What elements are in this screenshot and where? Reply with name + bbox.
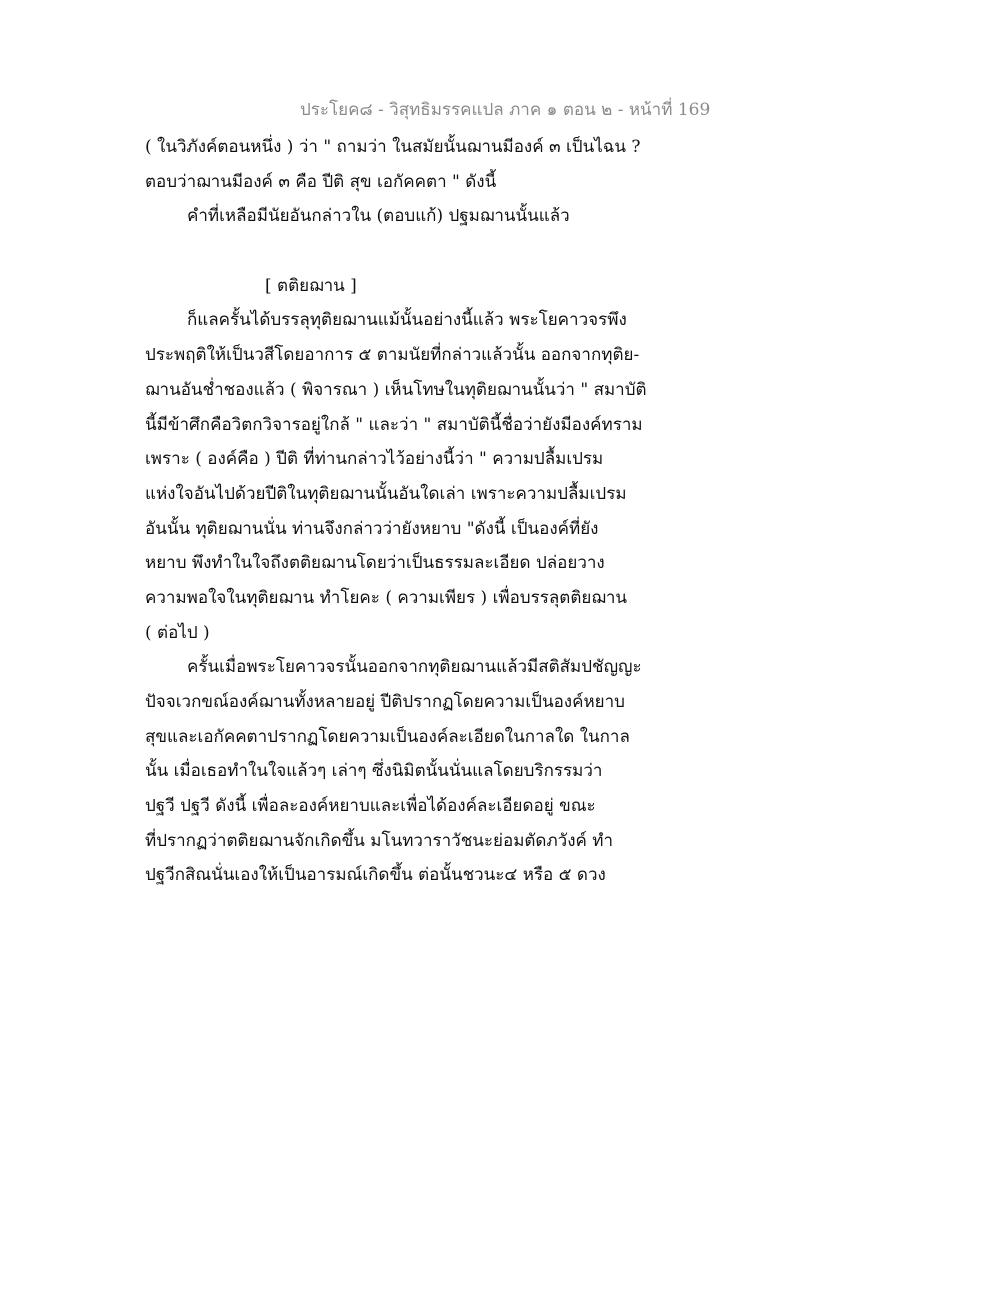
text-line: ความพอใจในทุติยฌาน ทำโยคะ ( ความเพียร ) เพื่อบรรลุตติยฌาน [145, 587, 628, 608]
blank-line [145, 234, 665, 269]
section-heading: [ ตติยฌาน ] [265, 275, 357, 296]
text-line: ปัจจเวกขณ์องค์ฌานทั้งหลายอยู่ ปีติปรากฏโดยความเป็นองค์หยาบ [145, 692, 625, 712]
text-line: สุขและเอกัคคตาปรากฏโดยความเป็นองค์ละเอียดในกาลใด ในกาล [145, 726, 630, 747]
text-line: ปฐวีกสิณนั่นเองให้เป็นอารมณ์เกิดขึ้น ต่อนั้นชวนะ๔ หรือ ๕ ดวง [145, 865, 606, 886]
text-line: ก็แลครั้นได้บรรลุทุติยฌานแม้นั้นอย่างนี้แล้ว พระโยคาวจรพึง [187, 310, 627, 331]
text-line: ( ต่อไป ) [145, 622, 210, 643]
text-line: เพราะ ( องค์คือ ) ปีติ ที่ท่านกล่าวไว้อย่างนี้ว่า " ความปลื้มเปรม [145, 449, 604, 470]
text-line: นี้มีข้าศึกคือวิตกวิจารอยู่ใกล้ " และว่า " สมาบัตินี้ชื่อว่ายังมีองค์ทราม [145, 414, 643, 435]
text-line: อันนั้น ทุติยฌานนั่น ท่านจึงกล่าวว่ายังหยาบ "ดังนี้ เป็นองค์ที่ยัง [145, 518, 599, 539]
text-line: ( ในวิภังค์ตอนหนึ่ง ) ว่า " ถามว่า ในสมัยนั้นฌานมีองค์ ๓ เป็นไฉน ? [145, 137, 641, 157]
running-header: ประโยค๘ - วิสุทธิมรรคแปล ภาค ๑ ตอน ๒ - หน้าที่ 169 [300, 100, 711, 120]
text-line: ปฐวี ปฐวี ดังนี้ เพื่อละองค์หยาบและเพื่อได้องค์ละเอียดอยู่ ขณะ [145, 796, 596, 817]
text-line: ครั้นเมื่อพระโยคาวจรนั้นออกจากทุติยฌานแล้วมีสติสัมปชัญญะ [187, 657, 642, 678]
text-line: ประพฤติให้เป็นวสีโดยอาการ ๕ ตามนัยที่กล่าวแล้วนั้น ออกจากทุติย- [145, 345, 640, 366]
text-line: หยาบ พึงทำในใจถึงตติยฌานโดยว่าเป็นธรรมละเอียด ปล่อยวาง [145, 553, 605, 574]
text-line: ฌานอันช่ำชองแล้ว ( พิจารณา ) เห็นโทษในทุติยฌานนั้นว่า " สมาบัติ [145, 379, 647, 400]
body-text [145, 130, 665, 893]
text-line: นั้น เมื่อเธอทำในใจแล้วๆ เล่าๆ ซึ่งนิมิตนั้นนั่นแลโดยบริกรรมว่า [145, 761, 603, 782]
text-line: แห่งใจอันไปด้วยปีติในทุติยฌานนั้นอันใดเล่า เพราะความปลื้มเปรม [145, 483, 627, 504]
text-line: ที่ปรากฏว่าตติยฌานจักเกิดขึ้น มโนทวาราวัชนะย่อมตัดภวังค์ ทำ [145, 830, 614, 851]
text-line: ตอบว่าฌานมีองค์ ๓ คือ ปีติ สุข เอกัคคตา " ดังนี้ [145, 171, 497, 192]
text-line: คำที่เหลือมีนัยอันกล่าวใน (ตอบแก้) ปฐมฌานนั้นแล้ว [187, 206, 570, 227]
